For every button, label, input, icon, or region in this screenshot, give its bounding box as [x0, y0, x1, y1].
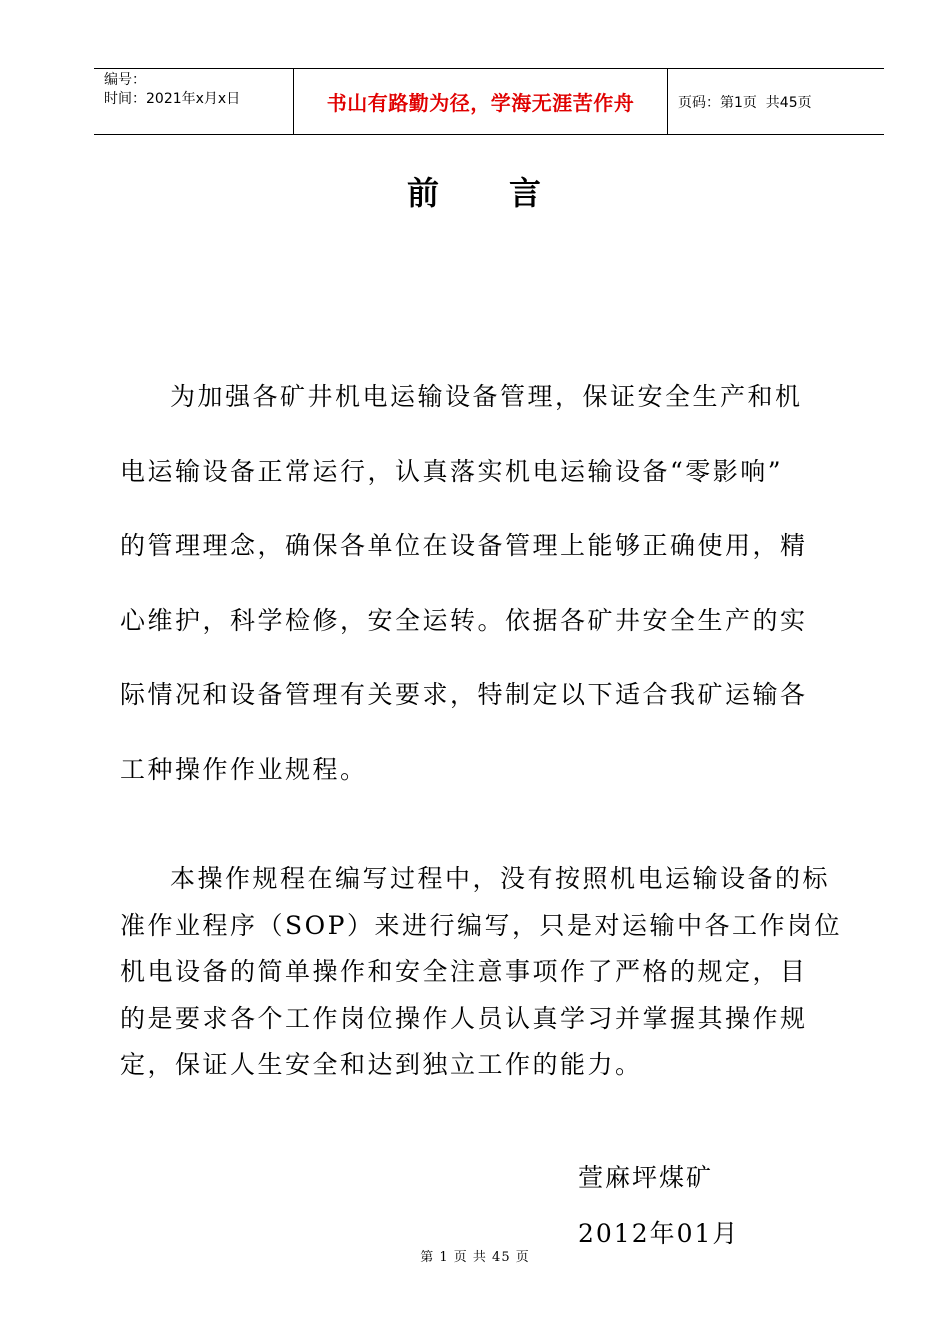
header-page-info: 页码：第1页 共45页 [678, 94, 812, 111]
paragraph-line: 的是要求各个工作岗位操作人员认真学习并掌握其操作规 [120, 1003, 808, 1033]
paragraph-line: 的管理理念，确保各单位在设备管理上能够正确使用，精 [120, 531, 808, 561]
paragraph-line: 定，保证人生安全和达到独立工作的能力。 [120, 1050, 643, 1079]
paragraph-line: 心维护，科学检修，安全运转。依据各矿井安全生产的实 [120, 605, 808, 635]
page-title-text: 前 言 [406, 174, 543, 212]
signature-date: 2012年01月 [578, 1219, 740, 1248]
header-motto: 书山有路勤为径，学海无涯苦作舟 [326, 91, 635, 115]
paragraph-line: 际情况和设备管理有关要求，特制定以下适合我矿运输各 [120, 680, 808, 710]
page-title [0, 168, 950, 214]
paragraph-line: 本操作规程在编写过程中，没有按照机电运输设备的标 [170, 864, 831, 893]
paragraph-line: 工种操作作业规程。 [120, 754, 368, 784]
paragraph-2 [120, 856, 860, 1089]
paragraph-1 [120, 360, 860, 808]
paragraph-line: 为加强各矿井机电运输设备管理，保证安全生产和机 [170, 382, 803, 411]
document-id-label: 编号： [104, 72, 146, 88]
header-page-cell [668, 69, 884, 134]
header-meta-cell [94, 69, 294, 134]
footer-page-number: 第 1 页 共 45 页 [420, 1250, 530, 1265]
paragraph-line: 电运输设备正常运行，认真落实机电运输设备“零影响” [120, 456, 784, 486]
paragraph-line: 机电设备的简单操作和安全注意事项作了严格的规定，目 [120, 957, 808, 986]
document-time-label: 时间：2021年x月x日 [104, 91, 241, 107]
header-motto-cell [294, 69, 668, 134]
paragraph-line: 准作业程序（SOP）来进行编写，只是对运输中各工作岗位 [120, 910, 842, 940]
signature-org: 萱麻坪煤矿 [578, 1163, 714, 1192]
page-footer [0, 1246, 950, 1265]
page-header [94, 68, 884, 135]
